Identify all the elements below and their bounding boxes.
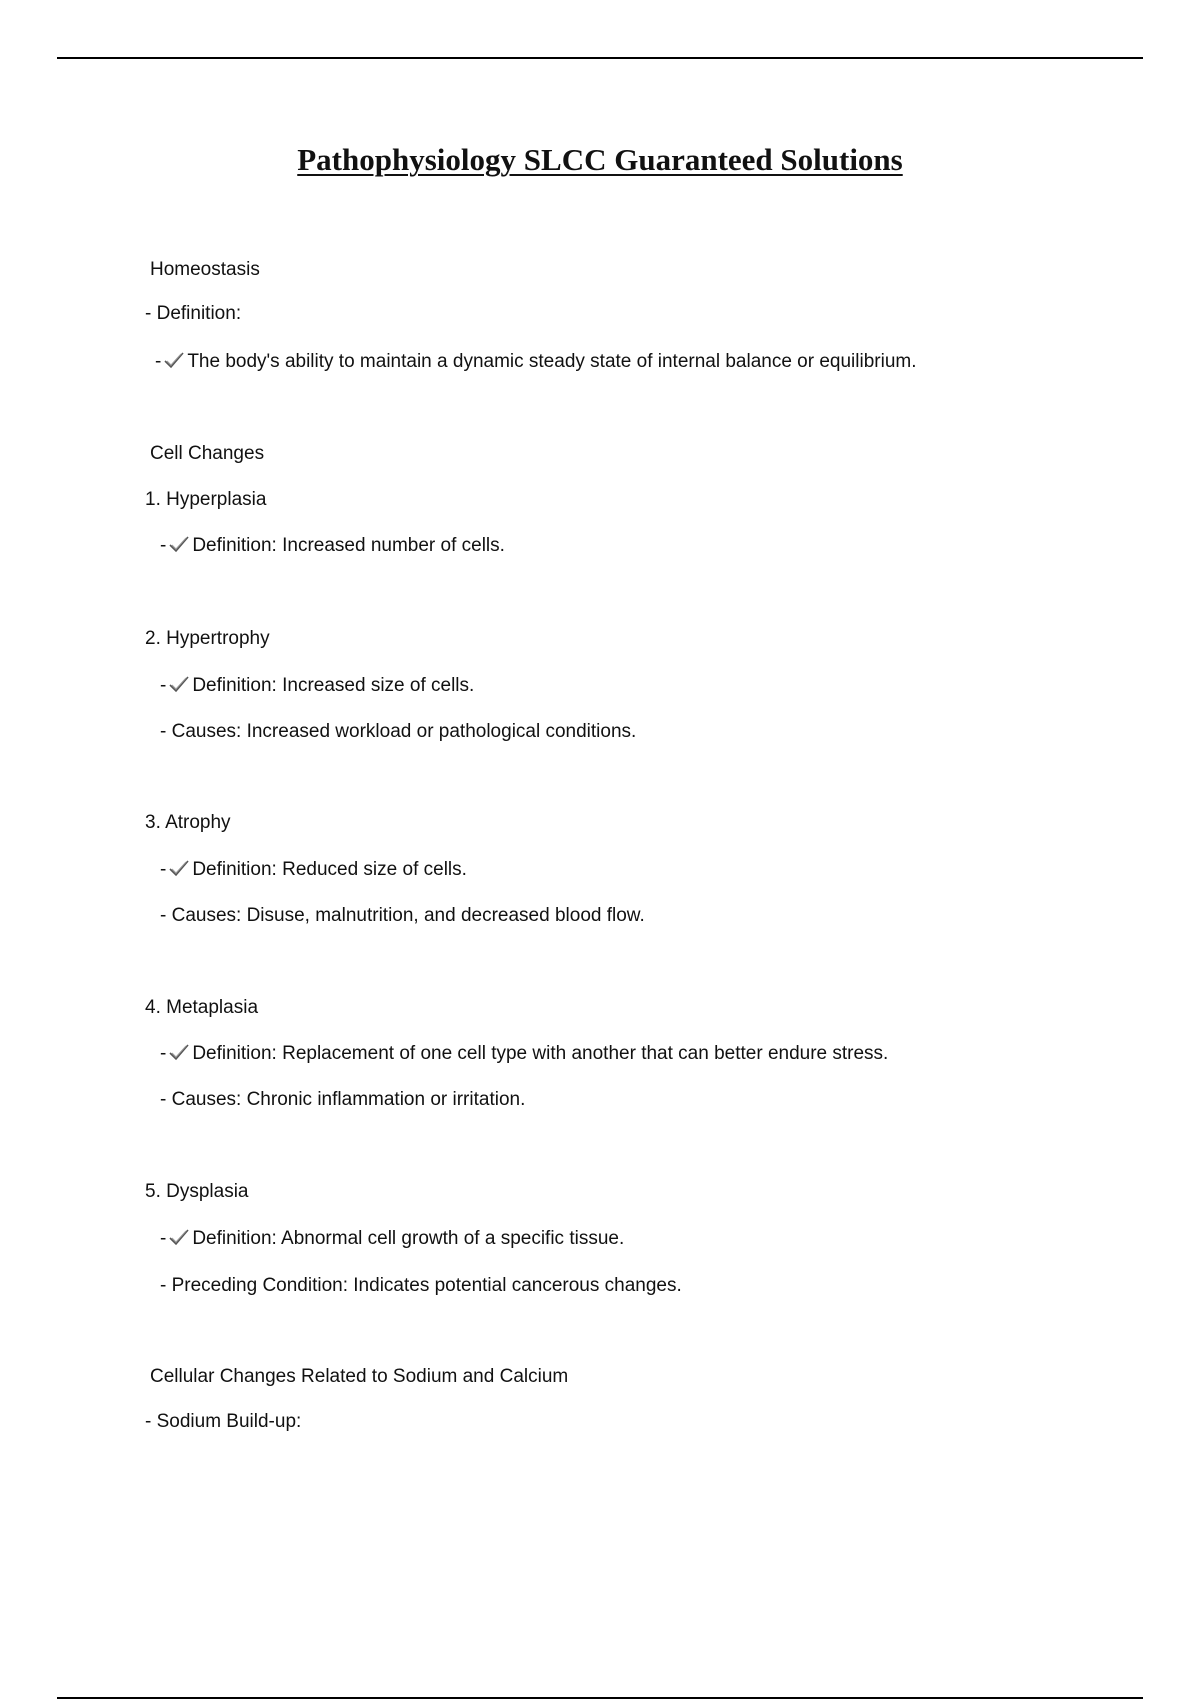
- bullet-dash: -: [160, 675, 167, 696]
- metaplasia-definition-text: Definition: Replacement of one cell type with another that can better endure stress.: [192, 1043, 889, 1064]
- dysplasia-preceding-condition: - Preceding Condition: Indicates potential cancerous changes.: [160, 1275, 682, 1296]
- item-heading-hypertrophy: 2. Hypertrophy: [145, 628, 270, 649]
- item-heading-hyperplasia: 1. Hyperplasia: [145, 489, 267, 510]
- bullet-dash: -: [160, 859, 167, 880]
- bullet-dash: -: [160, 1043, 167, 1064]
- checkmark-icon: [168, 535, 190, 553]
- section-heading-sodium-calcium: Cellular Changes Related to Sodium and Calcium: [150, 1366, 569, 1387]
- bottom-rule: [57, 1697, 1143, 1699]
- section-heading-homeostasis: Homeostasis: [150, 259, 260, 280]
- metaplasia-causes: - Causes: Chronic inflammation or irritation.: [160, 1089, 526, 1110]
- bullet-dash: -: [160, 535, 167, 556]
- document-title: [0, 140, 1200, 180]
- atrophy-definition-line: [160, 857, 467, 883]
- homeostasis-definition-label: - Definition:: [145, 303, 242, 324]
- checkmark-icon: [163, 351, 185, 369]
- atrophy-definition-text: Definition: Reduced size of cells.: [192, 859, 467, 880]
- homeostasis-definition-text: The body's ability to maintain a dynamic steady state of internal balance or equilibrium.: [187, 351, 917, 372]
- homeostasis-definition-line: [155, 349, 917, 375]
- bullet-dash: -: [155, 351, 162, 372]
- hyperplasia-definition-text: Definition: Increased number of cells.: [192, 535, 505, 556]
- top-rule: [57, 57, 1143, 59]
- checkmark-icon: [168, 1043, 190, 1061]
- item-heading-metaplasia: 4. Metaplasia: [145, 997, 259, 1018]
- document-title-text: Pathophysiology SLCC Guaranteed Solutions: [297, 142, 903, 177]
- checkmark-icon: [168, 675, 190, 693]
- item-heading-atrophy: 3. Atrophy: [145, 812, 231, 833]
- hypertrophy-definition-text: Definition: Increased size of cells.: [192, 675, 475, 696]
- dysplasia-definition-text: Definition: Abnormal cell growth of a specific tissue.: [192, 1228, 625, 1249]
- hypertrophy-definition-line: [160, 673, 474, 699]
- hyperplasia-definition-line: [160, 533, 505, 559]
- metaplasia-definition-line: [160, 1041, 888, 1067]
- section-heading-cell-changes: Cell Changes: [150, 443, 265, 464]
- hypertrophy-causes: - Causes: Increased workload or pathological conditions.: [160, 721, 637, 742]
- dysplasia-definition-line: [160, 1226, 624, 1252]
- sodium-buildup-item: - Sodium Build-up:: [145, 1411, 302, 1432]
- item-heading-dysplasia: 5. Dysplasia: [145, 1181, 249, 1202]
- checkmark-icon: [168, 859, 190, 877]
- checkmark-icon: [168, 1228, 190, 1246]
- atrophy-causes: - Causes: Disuse, malnutrition, and decreased blood flow.: [160, 905, 645, 926]
- bullet-dash: -: [160, 1228, 167, 1249]
